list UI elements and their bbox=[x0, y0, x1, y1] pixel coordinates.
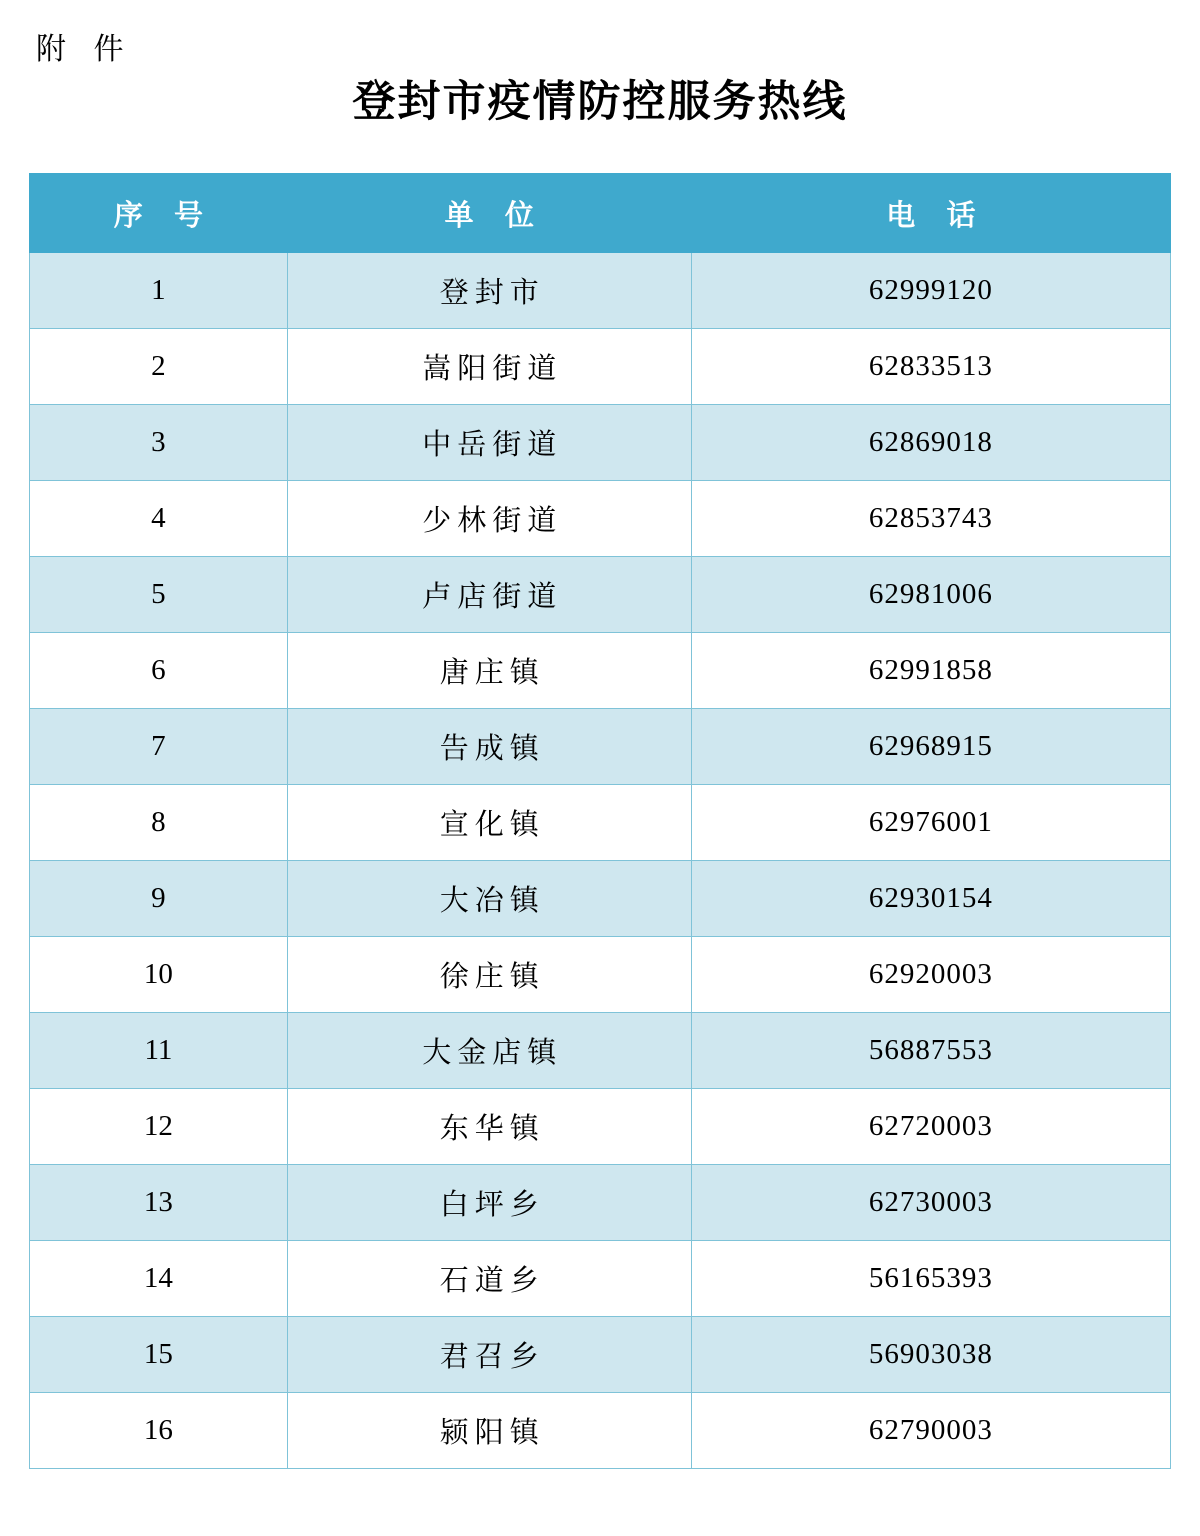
attachment-label: 附 件 bbox=[36, 33, 134, 66]
cell-phone: 62999120 bbox=[691, 253, 1170, 329]
cell-phone: 56887553 bbox=[691, 1013, 1170, 1089]
cell-index: 13 bbox=[30, 1165, 288, 1241]
cell-index: 9 bbox=[30, 861, 288, 937]
cell-phone: 62720003 bbox=[691, 1089, 1170, 1165]
cell-unit: 东华镇 bbox=[287, 1089, 691, 1165]
cell-phone: 62790003 bbox=[691, 1393, 1170, 1469]
table-row bbox=[30, 405, 1171, 481]
cell-unit: 石道乡 bbox=[287, 1241, 691, 1317]
table-row bbox=[30, 1241, 1171, 1317]
table-header bbox=[30, 174, 1171, 253]
cell-unit: 登封市 bbox=[287, 253, 691, 329]
table-row bbox=[30, 557, 1171, 633]
cell-index: 6 bbox=[30, 633, 288, 709]
cell-phone: 62869018 bbox=[691, 405, 1170, 481]
cell-index: 11 bbox=[30, 1013, 288, 1089]
cell-index: 1 bbox=[30, 253, 288, 329]
cell-unit: 徐庄镇 bbox=[287, 937, 691, 1013]
cell-phone: 62730003 bbox=[691, 1165, 1170, 1241]
cell-index: 4 bbox=[30, 481, 288, 557]
cell-index: 7 bbox=[30, 709, 288, 785]
cell-phone: 62991858 bbox=[691, 633, 1170, 709]
cell-unit: 中岳街道 bbox=[287, 405, 691, 481]
cell-phone: 62981006 bbox=[691, 557, 1170, 633]
cell-index: 8 bbox=[30, 785, 288, 861]
cell-unit: 君召乡 bbox=[287, 1317, 691, 1393]
cell-unit: 颍阳镇 bbox=[287, 1393, 691, 1469]
cell-phone: 62930154 bbox=[691, 861, 1170, 937]
cell-unit: 大冶镇 bbox=[287, 861, 691, 937]
cell-unit: 大金店镇 bbox=[287, 1013, 691, 1089]
cell-phone: 56165393 bbox=[691, 1241, 1170, 1317]
cell-unit: 白坪乡 bbox=[287, 1165, 691, 1241]
table-row bbox=[30, 785, 1171, 861]
cell-phone: 62968915 bbox=[691, 709, 1170, 785]
table-row bbox=[30, 861, 1171, 937]
table-row bbox=[30, 1393, 1171, 1469]
cell-index: 16 bbox=[30, 1393, 288, 1469]
cell-phone: 62976001 bbox=[691, 785, 1170, 861]
cell-phone: 62853743 bbox=[691, 481, 1170, 557]
cell-unit: 告成镇 bbox=[287, 709, 691, 785]
cell-phone: 56903038 bbox=[691, 1317, 1170, 1393]
cell-unit: 少林街道 bbox=[287, 481, 691, 557]
cell-phone: 62833513 bbox=[691, 329, 1170, 405]
cell-index: 10 bbox=[30, 937, 288, 1013]
cell-index: 15 bbox=[30, 1317, 288, 1393]
cell-unit: 宣化镇 bbox=[287, 785, 691, 861]
cell-index: 2 bbox=[30, 329, 288, 405]
hotline-table-wrapper bbox=[29, 173, 1171, 1469]
table-row bbox=[30, 633, 1171, 709]
cell-unit: 嵩阳街道 bbox=[287, 329, 691, 405]
page-title: 登封市疫情防控服务热线 bbox=[352, 79, 848, 126]
table-header-row bbox=[30, 174, 1171, 253]
cell-index: 14 bbox=[30, 1241, 288, 1317]
cell-unit: 唐庄镇 bbox=[287, 633, 691, 709]
column-header-phone: 电 话 bbox=[691, 174, 1170, 253]
cell-index: 3 bbox=[30, 405, 288, 481]
table-row bbox=[30, 1165, 1171, 1241]
column-header-index: 序 号 bbox=[30, 174, 288, 253]
cell-index: 5 bbox=[30, 557, 288, 633]
cell-index: 12 bbox=[30, 1089, 288, 1165]
table-row bbox=[30, 481, 1171, 557]
cell-unit: 卢店街道 bbox=[287, 557, 691, 633]
table-row bbox=[30, 1013, 1171, 1089]
table-row bbox=[30, 709, 1171, 785]
table-body bbox=[30, 253, 1171, 1469]
table-row bbox=[30, 1089, 1171, 1165]
table-row bbox=[30, 1317, 1171, 1393]
table-row bbox=[30, 937, 1171, 1013]
hotline-table bbox=[29, 173, 1171, 1469]
table-row bbox=[30, 253, 1171, 329]
table-row bbox=[30, 329, 1171, 405]
cell-phone: 62920003 bbox=[691, 937, 1170, 1013]
column-header-unit: 单 位 bbox=[287, 174, 691, 253]
